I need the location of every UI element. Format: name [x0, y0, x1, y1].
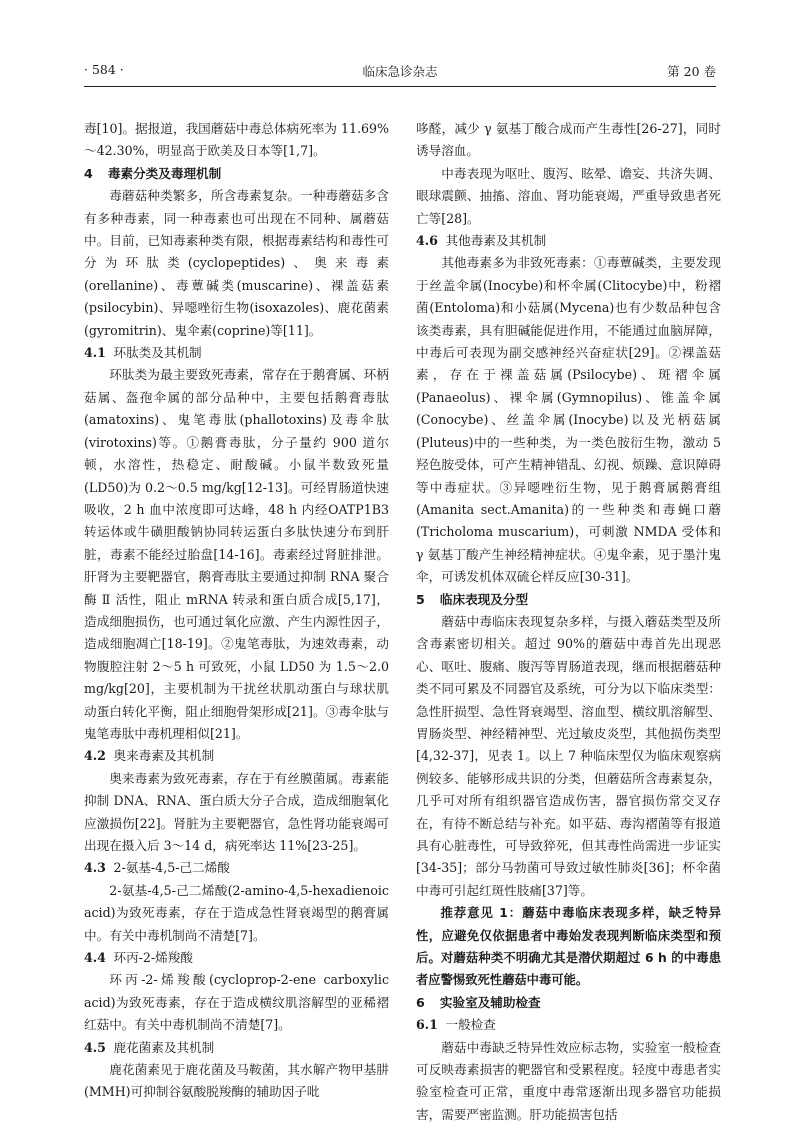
volume-label: 第 20 卷 [667, 64, 716, 79]
page-number: · 584 · [84, 62, 124, 77]
heading-title: 奥来毒素及其机制 [113, 748, 215, 764]
heading-number: 4.5 [84, 1039, 106, 1055]
recommendation: 推荐意见 1：蘑菇中毒临床表现多样，缺乏特异性，应避免仅依据患者中毒始发表现判断临床类型和预后。对蘑菇种类不明确尤其是潜伏期超过 6 h 的中毒患者应警惕致死性蘑菇中毒可能。 [416, 906, 721, 988]
heading-number: 4.3 [84, 860, 106, 876]
paragraph: 奥来毒素为致死毒素，存在于有丝膜菌属。毒素能抑制 DNA、RNA、蛋白质大分子合成，造成细胞氧化应激损伤[22]。肾脏为主要靶器官，急性肾功能衰竭可出现在摄入后 3～14 d，病死率达 11%[23-25]。 [84, 770, 389, 853]
heading-title: 毒素分类及毒理机制 [107, 165, 222, 181]
subsection-heading [84, 947, 389, 969]
paragraph: 2-氨基-4,5-己二烯酸(2-amino-4,5-hexadienoic acid)为致死毒素，存在于造成急性肾衰竭型的鹅膏属中。有关中毒机制尚不清楚[7]。 [84, 882, 389, 943]
header-rule [84, 86, 716, 87]
paragraph: 毒蘑菇种类繁多，所含毒素复杂。一种毒蘑菇多含有多种毒素，同一种毒素也可出现在不同种、属蘑菇中。目前，已知毒素种类有限，根据毒素结构和毒性可分为环肽类(cyclopeptides)、奥来毒素(orellanine)、毒蕈碱类(muscarine)、裸盖菇素(psilocybin)、异噁唑衍生物(isoxazoles)、鹿花菌素(gyromitrin)、鬼伞素(coprine)等[11]。 [84, 188, 389, 338]
paragraph: 环丙-2-烯羧酸(cycloprop-2-ene carboxylic acid)为致死毒素，存在于造成横纹肌溶解型的亚稀褶红菇中。有关中毒机制尚不清楚[7]。 [84, 972, 389, 1033]
subsection-heading [84, 1037, 389, 1059]
heading-number: 4.6 [416, 233, 438, 249]
paragraph: 蘑菇中毒临床表现复杂多样，与摄入蘑菇类型及所含毒素密切相关。超过 90%的蘑菇中毒首先出现恶心、呕吐、腹痛、腹泻等胃肠道表现，继而根据蘑菇种类不同可累及不同器官及系统，可分为以下临床类型：急性肝损型、急性肾衰竭型、溶血型、横纹肌溶解型、胃肠炎型、神经精神型、光过敏皮炎型，其他损伤类型[4,32-37]，见表 1。以上 7 种临床型仅为临床观察病例较多、能够形成共识的分类，但蘑菇所含毒素复杂，几乎可对所有组织器官造成伤害，器官损伤常交叉存在，有待不断总结与补充。如平菇、毒沟褶菌等有报道具有心脏毒性，可导致猝死，但其毒性尚需进一步证实[34-35]；部分马勃菌可导致过敏性肺炎[36]；杯伞菌中毒可引起红斑性肢痛[37]等。 [416, 613, 721, 898]
heading-title: 一般检查 [445, 1017, 496, 1033]
heading-title: 其他毒素及其机制 [445, 233, 547, 249]
heading-number: 6 [416, 994, 425, 1010]
heading-title: 鹿花菌素及其机制 [113, 1039, 215, 1055]
heading-title: 实验室及辅助检查 [439, 994, 541, 1010]
heading-number: 4 [84, 165, 93, 181]
heading-title: 环丙-2-烯羧酸 [113, 950, 193, 966]
right-column [416, 118, 721, 1126]
subsection-heading [416, 1014, 721, 1036]
paragraph: 中毒表现为呕吐、腹泻、眩晕、谵妄、共济失调、眼球震颤、抽搐、溶血、肾功能衰竭，严重导致患者死亡等[28]。 [416, 165, 721, 226]
heading-number: 5 [416, 591, 425, 607]
paragraph: 毒[10]。据报道，我国蘑菇中毒总体病死率为 11.69%～42.30%，明显高于欧美及日本等[1,7]。 [84, 121, 389, 159]
heading-title: 临床表现及分型 [439, 591, 529, 607]
page-header [84, 62, 716, 86]
paragraph: 哆醛，减少 γ 氨基丁酸合成而产生毒性[26-27]，同时诱导溶血。 [416, 121, 721, 159]
heading-number: 4.1 [84, 345, 106, 361]
paragraph: 其他毒素多为非致死毒素：①毒蕈碱类，主要发现于丝盖伞属(Inocybe)和杯伞属(Clitocybe)中，粉褶菌(Entoloma)和小菇属(Mycena)也有少数品种包含该类毒素，具有胆碱能促进作用，不能通过血脑屏障，中毒后可表现为副交感神经兴奋症状[29]。②裸盖菇素，存在于裸盖菇属(Psilocybe)、斑褶伞属(Panaeolus)、裸伞属(Gymnopilus)、锥盖伞属(Conocybe)、丝盖伞属(Inocybe)以及光柄菇属(Pluteus)中的一些种类，为一类色胺衍生物，激动 5 羟色胺受体，可产生精神错乱、幻视、烦躁、意识障碍等中毒症状。③异噁唑衍生物，见于鹅膏属鹅膏组(Amanita sect.Amanita)的一些种类和毒蝇口蘑(Tricholoma muscarium)，可刺激 NMDA 受体和 γ 氨基丁酸产生神经精神症状。④鬼伞素，见于墨汁鬼伞，可诱发机体双硫仑样反应[30-31]。 [416, 255, 721, 585]
left-column [84, 118, 389, 1104]
paragraph: 鹿花菌素见于鹿花菌及马鞍菌，其水解产物甲基肼(MMH)可抑制谷氨酸脱羧酶的辅助因子吡 [84, 1062, 389, 1100]
heading-number: 4.4 [84, 950, 106, 966]
subsection-heading [84, 745, 389, 767]
paragraph: 蘑菇中毒缺乏特异性效应标志物，实验室一般检查可反映毒素损害的靶器官和受累程度。轻度中毒患者实验室检查可正常，重度中毒常逐渐出现多器官功能损害，需要严密监测。肝功能损害包括 [416, 1039, 721, 1122]
section-heading [416, 589, 721, 611]
heading-number: 6.1 [416, 1017, 438, 1033]
section-heading [416, 992, 721, 1014]
paragraph: 环肽类为最主要致死毒素，常存在于鹅膏属、环柄菇属、盔孢伞属的部分品种中，主要包括鹅膏毒肽(amatoxins)、鬼笔毒肽(phallotoxins)及毒伞肽(virotoxins)等。①鹅膏毒肽，分子量约 900 道尔顿，水溶性，热稳定、耐酸碱。小鼠半数致死量(LD50)为 0.2～0.5 mg/kg[12-13]。可经胃肠道快速吸收，2 h 血中浓度即可达峰，48 h 内经OATP1B3 转运体或牛磺胆酸钠协同转运蛋白多肽快速分布到肝脏，毒素不能经过胎盘[14-16]。毒素经过肾脏排泄。肝肾为主要靶器官，鹅膏毒肽主要通过抑制 RNA 聚合酶 Ⅱ 活性，阻止 mRNA 转录和蛋白质合成[5,17]，造成细胞损伤，也可通过氧化应激、产生内源性因子，造成细胞凋亡[18-19]。②鬼笔毒肽，为速效毒素，动物腹腔注射 2～5 h 可致死，小鼠 LD50 为 1.5～2.0 mg/kg[20]，主要机制为干扰丝状肌动蛋白与球状肌动蛋白转化平衡，阻止细胞骨架形成[21]。③毒伞肽与鬼笔毒肽中毒机理相似[21]。 [84, 367, 389, 741]
subsection-heading [84, 342, 389, 364]
subsection-heading [416, 230, 721, 252]
heading-title: 2-氨基-4,5-己二烯酸 [113, 860, 230, 876]
subsection-heading [84, 857, 389, 879]
section-heading [84, 163, 389, 185]
journal-title: 临床急诊杂志 [362, 64, 438, 79]
heading-title: 环肽类及其机制 [113, 345, 202, 361]
heading-number: 4.2 [84, 748, 106, 764]
